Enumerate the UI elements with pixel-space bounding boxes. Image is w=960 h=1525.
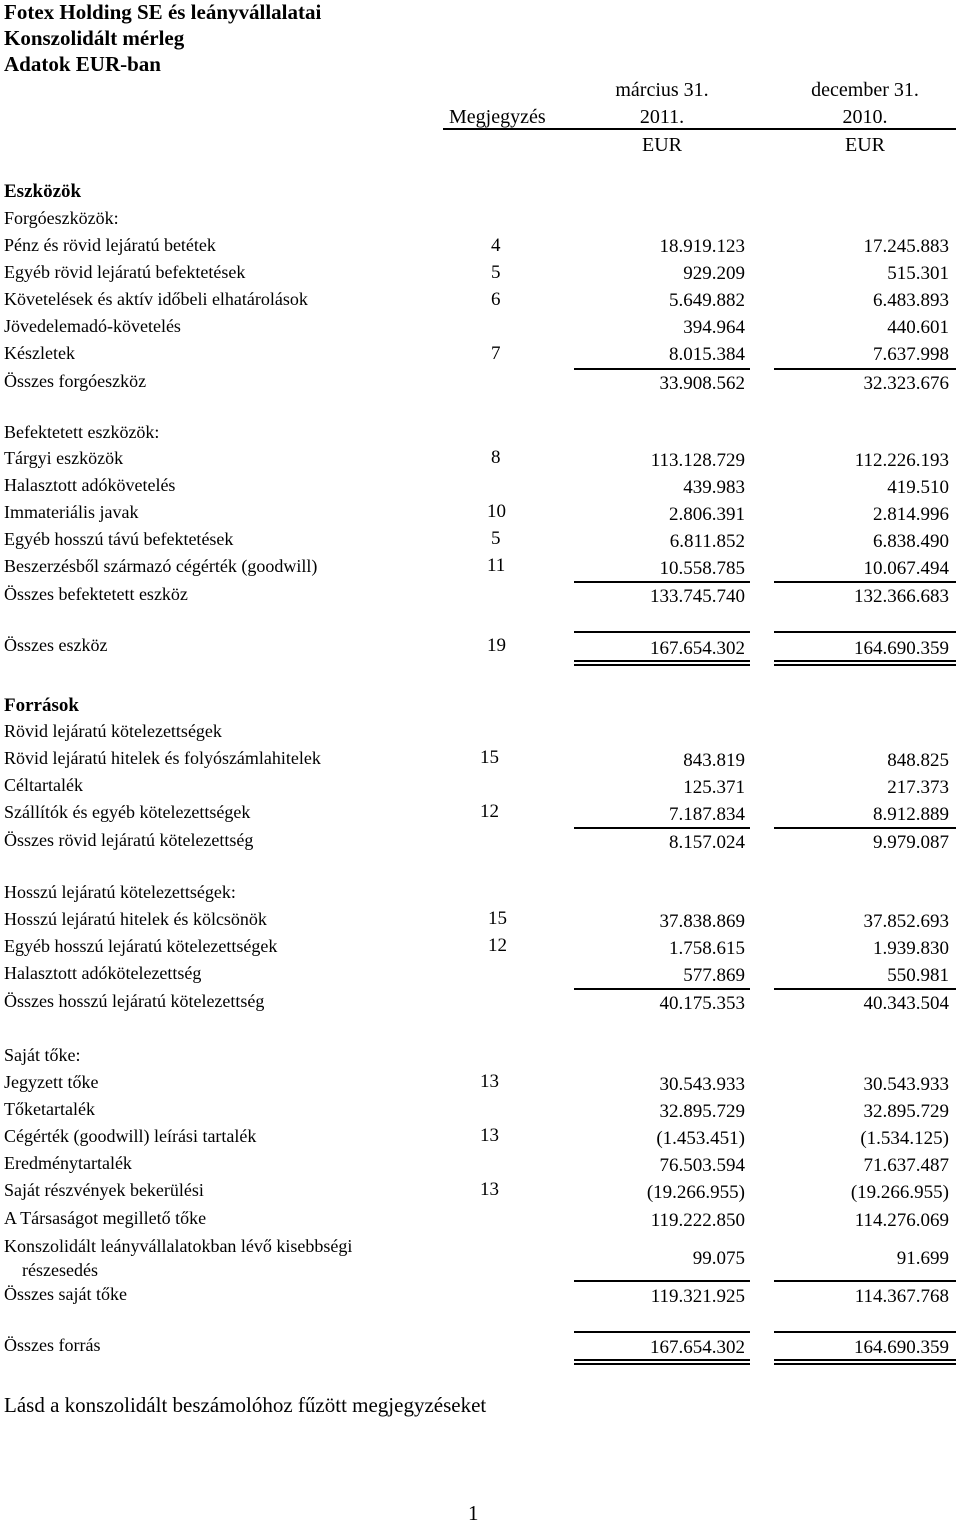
row-note: 13 bbox=[480, 1071, 499, 1092]
row-value-2011: 30.543.933 bbox=[659, 1074, 745, 1095]
row-note: 5 bbox=[491, 262, 501, 283]
total-rule bbox=[574, 1331, 750, 1333]
row-value-2010: 37.852.693 bbox=[863, 911, 949, 932]
col2-currency: EUR bbox=[845, 134, 885, 156]
row-note: 19 bbox=[487, 635, 506, 656]
row-value-2010: 114.276.069 bbox=[854, 1210, 949, 1231]
row-value-2010: 10.067.494 bbox=[863, 558, 949, 579]
double-underline bbox=[774, 664, 956, 666]
row-value-2011: 167.654.302 bbox=[650, 1337, 745, 1358]
row-value-2011: 843.819 bbox=[683, 750, 745, 771]
row-note: 11 bbox=[487, 555, 506, 576]
row-value-2010: 1.939.830 bbox=[873, 938, 949, 959]
long-term-heading: Hosszú lejáratú kötelezettségek: bbox=[4, 882, 236, 902]
row-label: Összes forrás bbox=[4, 1335, 101, 1355]
row-value-2010: 112.226.193 bbox=[854, 450, 949, 471]
row-value-2010: 17.245.883 bbox=[863, 236, 949, 257]
subtotal-rule bbox=[574, 368, 750, 370]
row-value-2010: 515.301 bbox=[887, 263, 949, 284]
row-value-2010: 419.510 bbox=[887, 477, 949, 498]
current-assets-heading: Forgóeszközök: bbox=[4, 208, 119, 228]
row-value-2011: 1.758.615 bbox=[669, 938, 745, 959]
row-label: Jövedelemadó-követelés bbox=[4, 316, 181, 336]
row-value-2011: 113.128.729 bbox=[650, 450, 745, 471]
subtotal-rule bbox=[774, 1280, 956, 1282]
double-underline bbox=[774, 1359, 956, 1361]
row-note: 8 bbox=[491, 447, 501, 468]
row-value-2010: 32.323.676 bbox=[863, 373, 949, 394]
double-underline bbox=[774, 1363, 956, 1365]
footnote: Lásd a konszolidált beszámolóhoz fűzött megjegyzéseket bbox=[4, 1393, 487, 1417]
row-value-2010: 217.373 bbox=[887, 777, 949, 798]
row-value-2011: 119.321.925 bbox=[650, 1286, 745, 1307]
row-label-continued: részesedés bbox=[22, 1260, 98, 1280]
row-value-2010: (19.266.955) bbox=[850, 1182, 949, 1203]
row-value-2011: 133.745.740 bbox=[650, 586, 745, 607]
col2-date: december 31. bbox=[811, 79, 919, 101]
row-label: A Társaságot megillető tőke bbox=[4, 1208, 207, 1228]
row-note: 6 bbox=[491, 289, 501, 310]
row-value-2011: 577.869 bbox=[683, 965, 745, 986]
row-value-2011: 439.983 bbox=[683, 477, 745, 498]
header-rule bbox=[443, 128, 956, 130]
row-value-2010: 40.343.504 bbox=[863, 993, 949, 1014]
row-label: Halasztott adókövetelés bbox=[4, 475, 176, 495]
total-rule bbox=[774, 1331, 956, 1333]
row-note: 12 bbox=[488, 935, 507, 956]
subtotal-rule bbox=[774, 581, 956, 583]
currency-subtitle: Adatok EUR-ban bbox=[4, 52, 161, 76]
row-note: 13 bbox=[480, 1179, 499, 1200]
page-number: 1 bbox=[468, 1501, 479, 1525]
total-rule bbox=[574, 631, 750, 633]
row-value-2010: 8.912.889 bbox=[873, 804, 949, 825]
liabilities-heading: Források bbox=[4, 695, 79, 716]
row-label: Tárgyi eszközök bbox=[4, 448, 124, 468]
row-value-2011: (1.453.451) bbox=[656, 1128, 745, 1149]
row-label: Összes saját tőke bbox=[4, 1284, 127, 1304]
row-value-2011: 7.187.834 bbox=[669, 804, 745, 825]
row-label: Konszolidált leányvállalatokban lévő kisebbségi bbox=[4, 1236, 353, 1256]
col1-currency: EUR bbox=[642, 134, 682, 156]
row-value-2010: 114.367.768 bbox=[854, 1286, 949, 1307]
row-value-2010: 30.543.933 bbox=[863, 1074, 949, 1095]
row-value-2011: 119.222.850 bbox=[650, 1210, 745, 1231]
row-note: 15 bbox=[488, 908, 507, 929]
row-value-2010: 71.637.487 bbox=[863, 1155, 949, 1176]
row-value-2010: 2.814.996 bbox=[873, 504, 949, 525]
row-value-2010: 848.825 bbox=[887, 750, 949, 771]
row-value-2011: 32.895.729 bbox=[659, 1101, 745, 1122]
row-value-2011: 33.908.562 bbox=[659, 373, 745, 394]
row-note: 7 bbox=[491, 343, 501, 364]
row-label: Cégérték (goodwill) leírási tartalék bbox=[4, 1126, 257, 1146]
subtotal-rule bbox=[774, 368, 956, 370]
row-value-2010: 164.690.359 bbox=[854, 1337, 949, 1358]
total-rule bbox=[774, 631, 956, 633]
row-label: Egyéb hosszú lejáratú kötelezettségek bbox=[4, 936, 278, 956]
subtotal-rule bbox=[574, 581, 750, 583]
row-note: 12 bbox=[480, 801, 499, 822]
row-value-2010: 7.637.998 bbox=[873, 344, 949, 365]
row-value-2010: 91.699 bbox=[896, 1248, 949, 1269]
assets-heading: Eszközök bbox=[4, 181, 82, 202]
row-label: Összes hosszú lejáratú kötelezettség bbox=[4, 991, 265, 1011]
row-value-2011: 5.649.882 bbox=[669, 290, 745, 311]
row-value-2011: 2.806.391 bbox=[669, 504, 745, 525]
row-value-2010: (1.534.125) bbox=[860, 1128, 949, 1149]
subtotal-rule bbox=[574, 827, 750, 829]
equity-heading: Saját tőke: bbox=[4, 1045, 81, 1065]
row-label: Összes forgóeszköz bbox=[4, 371, 147, 391]
row-label: Tőketartalék bbox=[4, 1099, 95, 1119]
row-note: 4 bbox=[491, 235, 501, 256]
row-value-2010: 9.979.087 bbox=[873, 832, 949, 853]
fixed-assets-heading: Befektetett eszközök: bbox=[4, 422, 160, 442]
row-value-2011: 37.838.869 bbox=[659, 911, 745, 932]
note-column-header: Megjegyzés bbox=[449, 106, 546, 128]
row-value-2011: 8.015.384 bbox=[669, 344, 745, 365]
col1-date: március 31. bbox=[615, 79, 709, 101]
row-label: Szállítók és egyéb kötelezettségek bbox=[4, 802, 251, 822]
row-value-2011: 76.503.594 bbox=[659, 1155, 745, 1176]
col1-year: 2011. bbox=[639, 106, 685, 128]
subtotal-rule bbox=[574, 988, 750, 990]
double-underline bbox=[574, 1363, 750, 1365]
statement-title: Konszolidált mérleg bbox=[4, 26, 185, 50]
row-value-2010: 164.690.359 bbox=[854, 638, 949, 659]
row-value-2011: 18.919.123 bbox=[659, 236, 745, 257]
row-label: Saját részvények bekerülési bbox=[4, 1180, 204, 1200]
row-value-2011: 929.209 bbox=[683, 263, 745, 284]
row-note: 15 bbox=[480, 747, 499, 768]
row-label: Összes rövid lejáratú kötelezettség bbox=[4, 830, 254, 850]
row-label: Eredménytartalék bbox=[4, 1153, 132, 1173]
row-value-2010: 6.838.490 bbox=[873, 531, 949, 552]
row-value-2011: 8.157.024 bbox=[669, 832, 745, 853]
row-value-2011: 125.371 bbox=[683, 777, 745, 798]
row-label: Halasztott adókötelezettség bbox=[4, 963, 202, 983]
double-underline bbox=[574, 1359, 750, 1361]
row-value-2010: 6.483.893 bbox=[873, 290, 949, 311]
document-title: Fotex Holding SE és leányvállalatai bbox=[4, 0, 322, 24]
row-value-2011: 40.175.353 bbox=[659, 993, 745, 1014]
row-label: Jegyzett tőke bbox=[4, 1072, 99, 1092]
row-label: Immateriális javak bbox=[4, 502, 139, 522]
double-underline bbox=[774, 660, 956, 662]
row-label: Készletek bbox=[4, 343, 75, 363]
subtotal-rule bbox=[774, 827, 956, 829]
row-label: Követelések és aktív időbeli elhatárolások bbox=[4, 289, 308, 309]
row-note: 5 bbox=[491, 528, 501, 549]
row-label: Rövid lejáratú hitelek és folyószámlahitelek bbox=[4, 748, 321, 768]
row-value-2011: 394.964 bbox=[683, 317, 745, 338]
row-value-2011: 6.811.852 bbox=[669, 531, 745, 552]
row-value-2011: 167.654.302 bbox=[650, 638, 745, 659]
row-value-2010: 132.366.683 bbox=[854, 586, 949, 607]
row-value-2011: (19.266.955) bbox=[646, 1182, 745, 1203]
row-label: Egyéb hosszú távú befektetések bbox=[4, 529, 234, 549]
row-value-2010: 440.601 bbox=[887, 317, 949, 338]
row-value-2011: 10.558.785 bbox=[659, 558, 745, 579]
row-label: Céltartalék bbox=[4, 775, 83, 795]
row-value-2010: 32.895.729 bbox=[863, 1101, 949, 1122]
row-label: Egyéb rövid lejáratú befektetések bbox=[4, 262, 246, 282]
row-note: 10 bbox=[487, 501, 506, 522]
double-underline bbox=[574, 660, 750, 662]
row-note: 13 bbox=[480, 1125, 499, 1146]
col2-year: 2010. bbox=[842, 106, 888, 128]
row-label: Beszerzésből származó cégérték (goodwill) bbox=[4, 556, 318, 576]
subtotal-rule bbox=[774, 988, 956, 990]
row-value-2011: 99.075 bbox=[692, 1248, 745, 1269]
row-label: Pénz és rövid lejáratú betétek bbox=[4, 235, 216, 255]
row-label: Összes eszköz bbox=[4, 635, 108, 655]
row-label: Hosszú lejáratú hitelek és kölcsönök bbox=[4, 909, 267, 929]
row-label: Összes befektetett eszköz bbox=[4, 584, 188, 604]
subtotal-rule bbox=[574, 1280, 750, 1282]
row-value-2010: 550.981 bbox=[887, 965, 949, 986]
short-term-heading: Rövid lejáratú kötelezettségek bbox=[4, 721, 222, 741]
double-underline bbox=[574, 664, 750, 666]
